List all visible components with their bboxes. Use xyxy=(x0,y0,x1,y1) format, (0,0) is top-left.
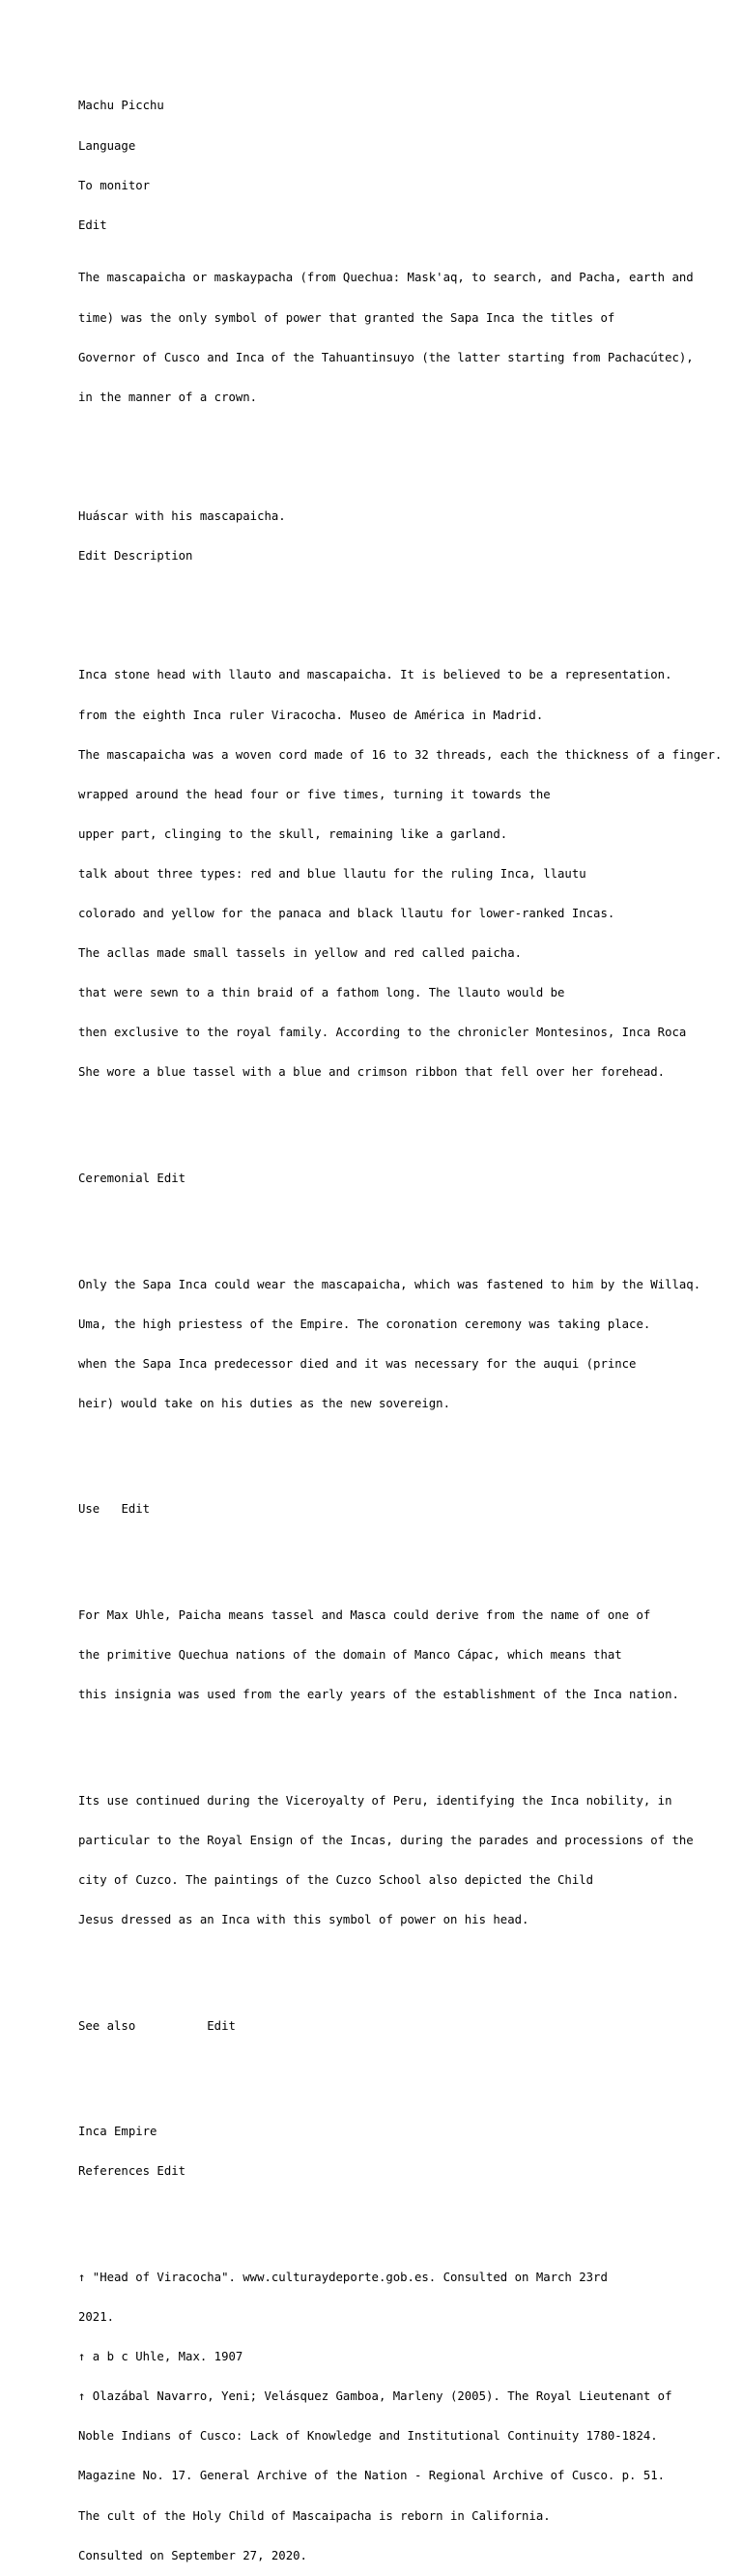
reference-line: 2021. xyxy=(78,2310,115,2325)
description-line: wrapped around the head four or five times, turning it towards the xyxy=(78,787,551,801)
use-line: For Max Uhle, Paicha means tassel and Masca could derive from the name of one of xyxy=(78,1608,651,1623)
use-line: city of Cuzco. The paintings of the Cuzco School also depicted the Child xyxy=(78,1873,594,1888)
ceremonial-line: Uma, the high priestess of the Empire. The coronation ceremony was taking place. xyxy=(78,1317,651,1331)
article-page xyxy=(78,73,741,2576)
reference-line: Noble Indians of Cusco: Lack of Knowledge and Institutional Continuity 1780-1824. xyxy=(78,2429,658,2444)
use-heading-row xyxy=(78,1503,741,1517)
page-title: Machu Picchu xyxy=(78,99,164,113)
references-heading[interactable]: References Edit xyxy=(78,2164,186,2179)
use-edit-link[interactable]: Edit xyxy=(121,1502,151,1517)
image-caption: Huáscar with his mascapaicha. xyxy=(78,509,286,524)
description-line: upper part, clinging to the skull, remaining like a garland. xyxy=(78,826,508,841)
intro-line: time) was the only symbol of power that granted the Sapa Inca the titles of xyxy=(78,310,615,325)
language-link[interactable]: Language xyxy=(78,138,136,153)
reference-line: Consulted on September 27, 2020. xyxy=(78,2548,307,2562)
use-line: particular to the Royal Ensign of the Incas, during the parades and processions of the xyxy=(78,1833,694,1847)
intro-line: Governor of Cusco and Inca of the Tahuantinsuyo (the latter starting from Pachacútec), xyxy=(78,350,694,364)
description-line: colorado and yellow for the panaca and black llautu for lower-ranked Incas. xyxy=(78,907,615,921)
description-line: The mascapaicha was a woven cord made of 16 to 32 threads, each the thickness of a finger. xyxy=(78,747,723,762)
intro-line: in the manner of a crown. xyxy=(78,390,258,404)
see-also-edit-link[interactable]: Edit xyxy=(207,2018,236,2033)
reference-line: Magazine No. 17. General Archive of the Nation - Regional Archive of Cusco. p. 51. xyxy=(78,2469,666,2483)
see-also-item[interactable]: Inca Empire xyxy=(78,2125,157,2139)
description-line: that were sewn to a thin braid of a fathom long. The llauto would be xyxy=(78,986,565,1000)
ceremonial-heading[interactable]: Ceremonial Edit xyxy=(78,1171,186,1185)
use-line: Its use continued during the Viceroyalty of Peru, identifying the Inca nobility, in xyxy=(78,1793,672,1808)
description-line: Inca stone head with llauto and mascapaicha. It is believed to be a representation. xyxy=(78,668,672,682)
monitor-link[interactable]: To monitor xyxy=(78,178,151,192)
description-line: talk about three types: red and blue llautu for the ruling Inca, llautu xyxy=(78,866,586,881)
ceremonial-line: heir) would take on his duties as the new sovereign. xyxy=(78,1396,450,1410)
see-also-heading-row xyxy=(78,2020,741,2034)
reference-line: ↑ a b c Uhle, Max. 1907 xyxy=(78,2350,243,2364)
description-line: The acllas made small tassels in yellow and red called paicha. xyxy=(78,946,523,961)
use-heading: Use xyxy=(78,1502,100,1517)
ceremonial-line: Only the Sapa Inca could wear the mascapaicha, which was fastened to him by the Willaq. xyxy=(78,1277,701,1291)
intro-line: The mascapaicha or maskaypacha (from Quechua: Mask'aq, to search, and Pacha, earth and xyxy=(78,271,694,285)
description-line: She wore a blue tassel with a blue and crimson ribbon that fell over her forehead. xyxy=(78,1065,666,1080)
edit-link[interactable]: Edit xyxy=(78,217,107,232)
ceremonial-line: when the Sapa Inca predecessor died and it was necessary for the auqui (prince xyxy=(78,1356,637,1371)
reference-line: ↑ Olazábal Navarro, Yeni; Velásquez Gamboa, Marleny (2005). The Royal Lieutenant of xyxy=(78,2389,672,2404)
edit-description-link[interactable]: Edit Description xyxy=(78,549,193,564)
reference-line: ↑ "Head of Viracocha". www.culturaydeporte.gob.es. Consulted on March 23rd xyxy=(78,2270,608,2284)
reference-line: The cult of the Holy Child of Mascaipacha is reborn in California. xyxy=(78,2508,551,2523)
use-line: Jesus dressed as an Inca with this symbol of power on his head. xyxy=(78,1913,529,1927)
use-line: this insignia was used from the early years of the establishment of the Inca nation. xyxy=(78,1688,679,1702)
description-line: then exclusive to the royal family. According to the chronicler Montesinos, Inca Roca xyxy=(78,1026,687,1040)
use-line: the primitive Quechua nations of the domain of Manco Cápac, which means that xyxy=(78,1648,622,1663)
description-line: from the eighth Inca ruler Viracocha. Museo de América in Madrid. xyxy=(78,708,544,722)
see-also-heading: See also xyxy=(78,2018,136,2033)
